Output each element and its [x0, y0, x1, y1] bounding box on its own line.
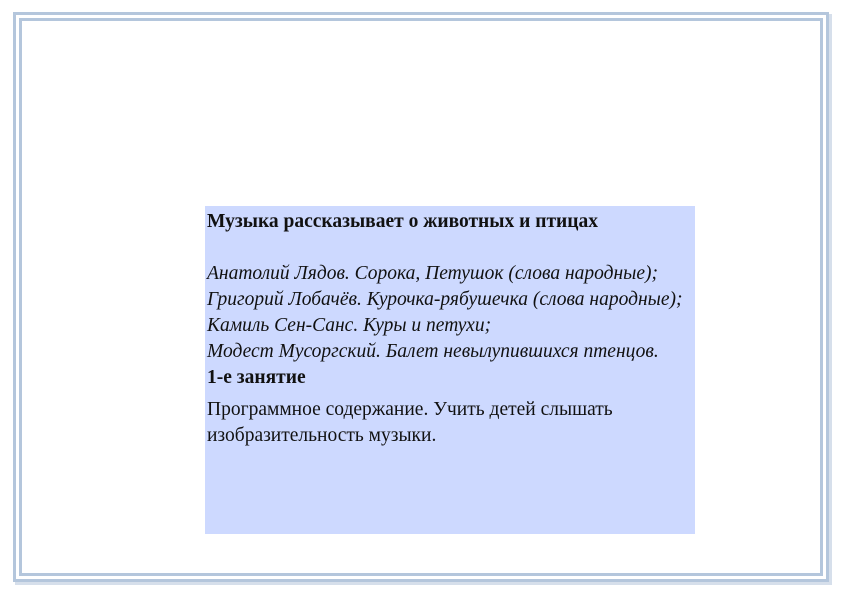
- blank-line: [207, 235, 693, 261]
- frame-shadow-right: [829, 14, 832, 584]
- frame-shadow-bottom: [15, 582, 832, 585]
- music-works-list: [207, 261, 693, 365]
- music-work-item: Григорий Лобачёв. Курочка-рябушечка (слова народные);: [207, 289, 683, 310]
- music-work-item: Модест Мусоргский. Балет невылупившихся птенцов.: [207, 341, 659, 362]
- music-work-item: Камиль Сен-Санс. Куры и петухи;: [207, 315, 492, 336]
- lesson-heading: 1-е занятие: [207, 367, 306, 388]
- program-content-text: Программное содержание. Учить детей слышать изобразительность музыки.: [207, 399, 613, 446]
- slide-text-box: [205, 206, 695, 534]
- music-work-item: Анатолий Лядов. Сорока, Петушок (слова народные);: [207, 263, 659, 284]
- slide-title: Музыка рассказывает о животных и птицах: [207, 211, 599, 232]
